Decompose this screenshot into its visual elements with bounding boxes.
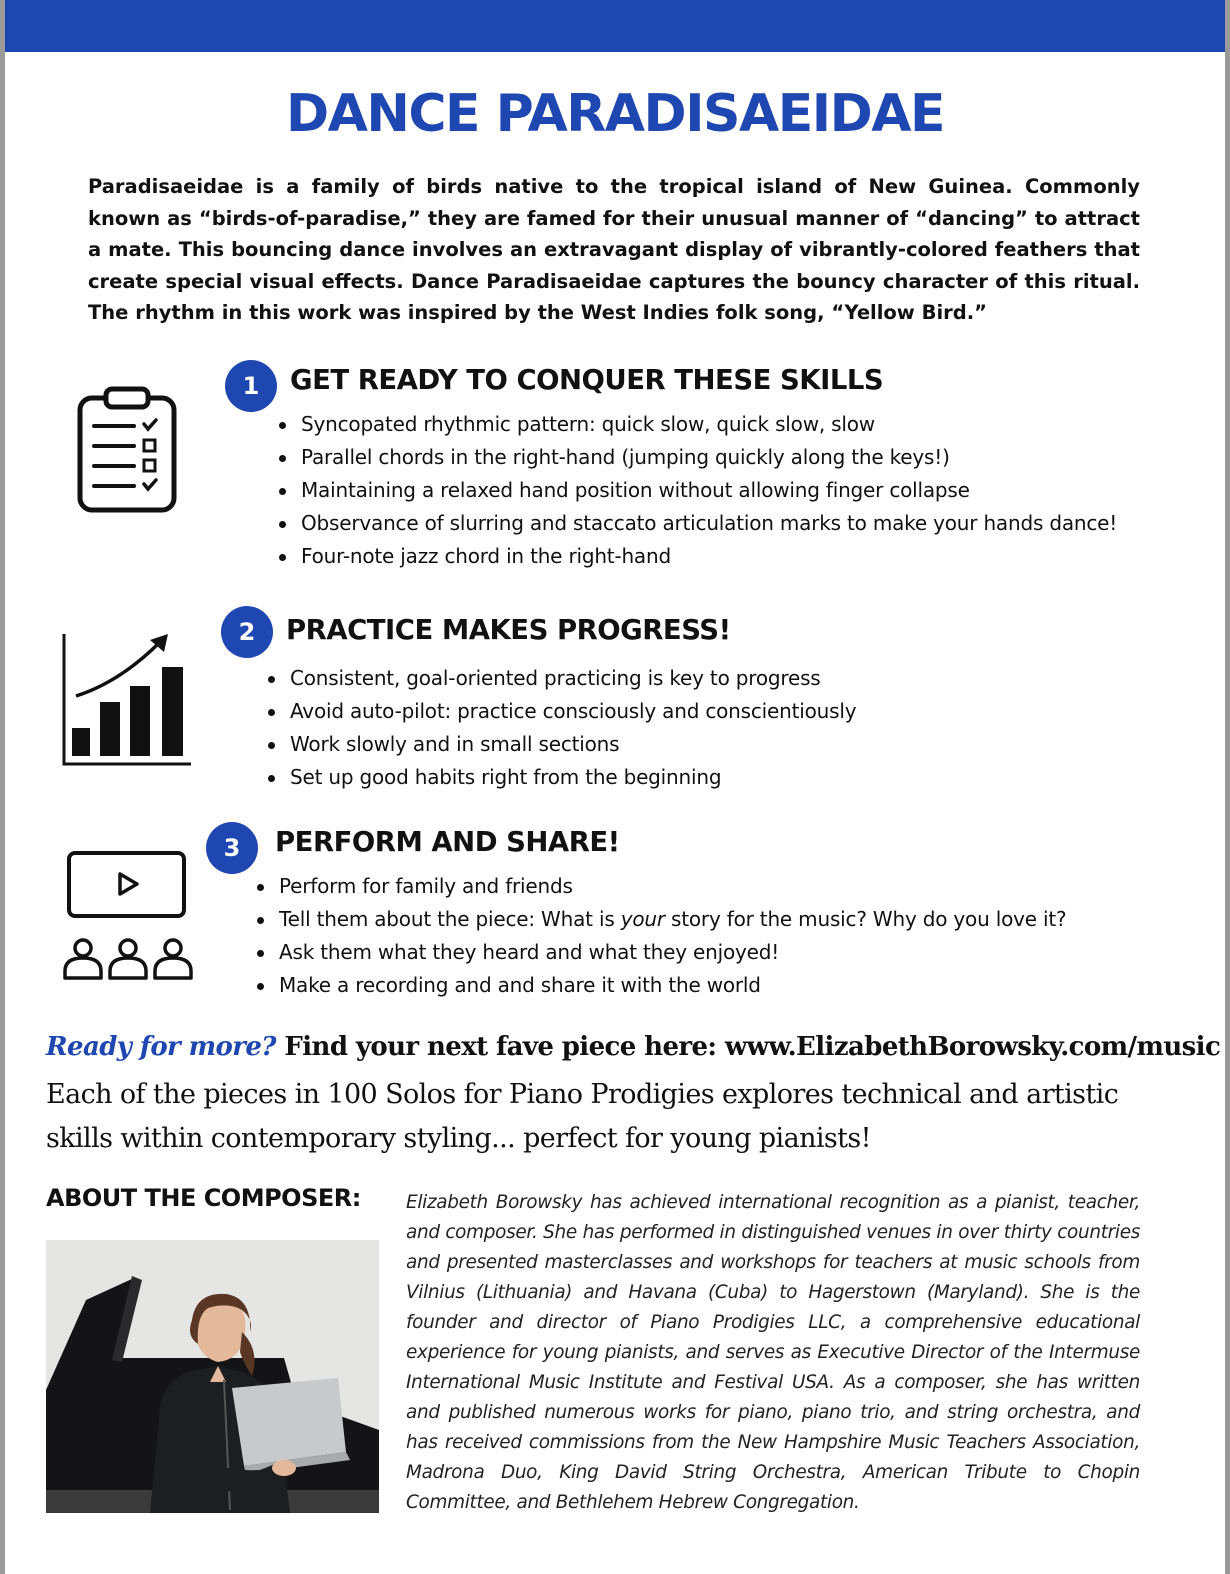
list-item: Four-note jazz chord in the right-hand <box>277 540 1117 573</box>
composer-photo <box>46 1240 379 1513</box>
list-item <box>255 903 1066 936</box>
list-item: Ask them what they heard and what they enjoyed! <box>255 936 1066 969</box>
section-2-list <box>266 662 856 794</box>
collection-description: Each of the pieces in 100 Solos for Piano Prodigies explores technical and artistic skills within contemporary styling... perfect for young pianists! <box>46 1079 1119 1154</box>
composer-bio: Elizabeth Borowsky has achieved international recognition as a pianist, teacher, and composer. She has performed in distinguished venues in over thirty countries and presented masterclasses and workshops for teachers at music schools from Vilnius (Lithuania) and Havana (Cuba) to Hagerstown (Maryland). She is the founder and director of Piano Prodigies LLC, a comprehensive educational experience for young pianists, and serves as Executive Director of the Intermuse International Music Institute and Festival USA. As a composer, she has written and published numerous works for piano, piano trio, and string orchestra, and has received commissions from the New Hampshire Music Teachers Association, Madrona Duo, King David String Orchestra, American Tribute to Chopin Committee, and Bethlehem Hebrew Congregation. <box>406 1192 1140 1513</box>
intro-paragraph: Paradisaeidae is a family of birds native to the tropical island of New Guinea. Commonly known as “birds-of-paradise,” they are famed for their unusual manner of “dancing” to attract a mate. This bouncing dance involves an extravagant display of vibrantly-colored feathers that create special visual effects. Dance Paradisaeidae captures the bouncy character of this ritual. The rhythm in this work was inspired by the West Indies folk song, “Yellow Bird.” <box>88 175 1140 324</box>
growth-chart-icon <box>60 630 194 768</box>
section-2-title: PRACTICE MAKES PROGRESS! <box>286 614 731 646</box>
page-border-right <box>1225 0 1230 1574</box>
list-item: Consistent, goal-oriented practicing is key to progress <box>266 662 856 695</box>
list-item: Make a recording and and share it with the world <box>255 969 1066 1002</box>
section-1-number-badge: 1 <box>225 360 277 412</box>
page-title: DANCE PARADISAEIDAE <box>285 84 945 144</box>
list-item: Maintaining a relaxed hand position without allowing finger collapse <box>277 474 1117 507</box>
list-item: Avoid auto-pilot: practice consciously and conscientiously <box>266 695 856 728</box>
about-heading: ABOUT THE COMPOSER: <box>46 1184 361 1212</box>
section-3-list <box>255 870 1066 1002</box>
list-item-text: story for the music? Why do you love it? <box>664 907 1067 931</box>
section-2-number-badge: 2 <box>221 606 273 658</box>
list-item: Set up good habits right from the beginning <box>266 761 856 794</box>
ready-for-more-lead: Ready for more? <box>46 1032 276 1062</box>
section-3-title: PERFORM AND SHARE! <box>275 826 620 858</box>
list-item-text: Tell them about the piece: What is <box>279 907 621 931</box>
page-border-left <box>0 0 5 1574</box>
section-3-number-badge: 3 <box>206 822 258 874</box>
list-item: Perform for family and friends <box>255 870 1066 903</box>
header-bar <box>5 0 1225 52</box>
section-1-title: GET READY TO CONQUER THESE SKILLS <box>290 364 884 396</box>
emphasis-text: your <box>620 907 665 931</box>
list-item: Observance of slurring and staccato articulation marks to make your hands dance! <box>277 507 1117 540</box>
list-item: Parallel chords in the right-hand (jumping quickly along the keys!) <box>277 441 1117 474</box>
website-link[interactable]: Find your next fave piece here: www.ElizabethBorowsky.com/music <box>284 1032 1221 1062</box>
ready-for-more-line <box>46 1032 1221 1062</box>
clipboard-checklist-icon <box>76 386 178 514</box>
section-1-list <box>277 408 1117 573</box>
video-audience-icon <box>60 850 194 982</box>
list-item: Work slowly and in small sections <box>266 728 856 761</box>
list-item: Syncopated rhythmic pattern: quick slow, quick slow, slow <box>277 408 1117 441</box>
